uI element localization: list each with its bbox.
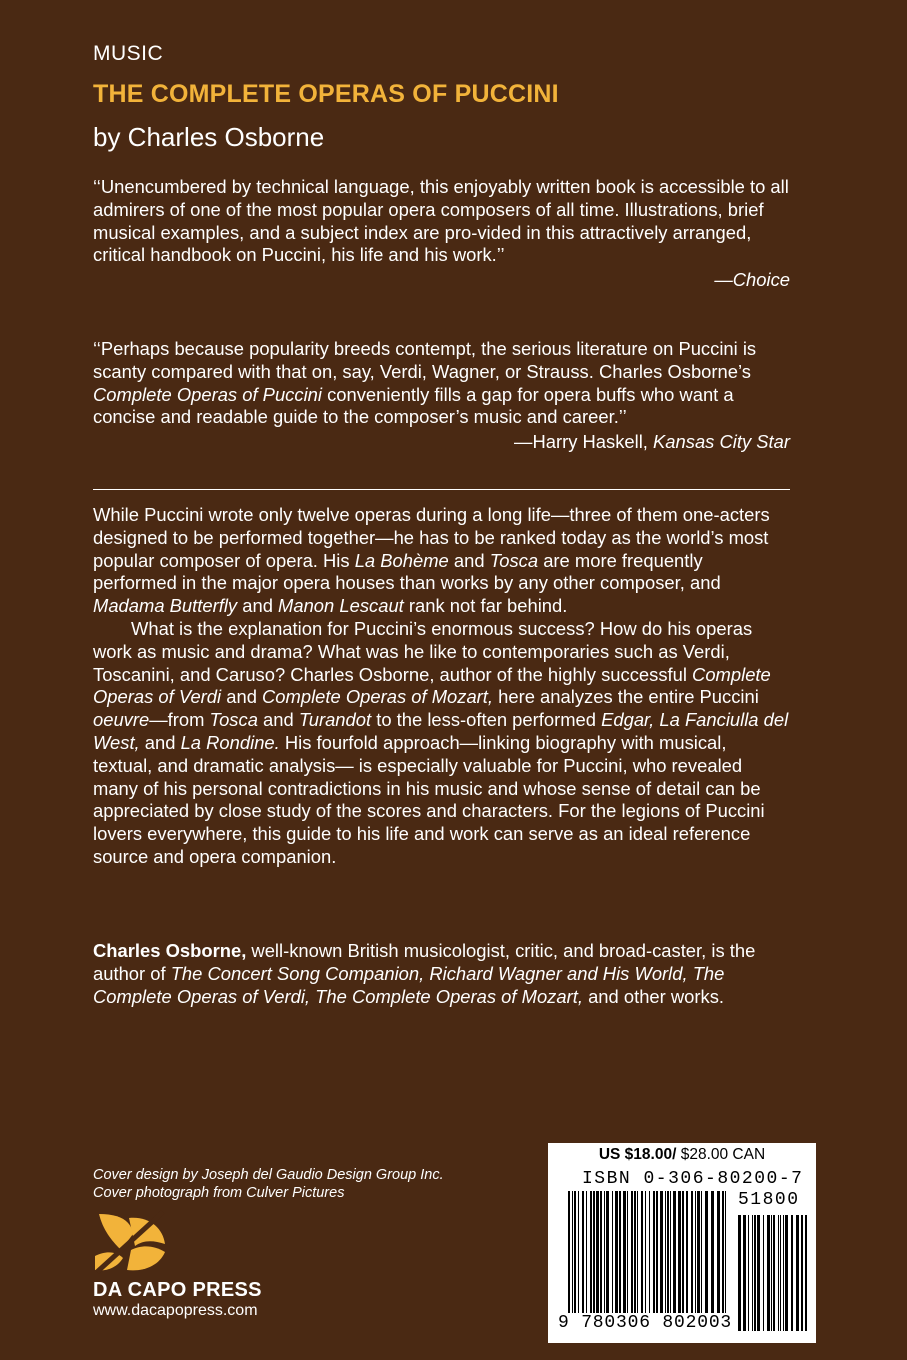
review-quote-choice bbox=[93, 176, 790, 292]
description-paragraph-2: What is the explanation for Puccini’s enormous success? How do his operas work as music and drama? What was he like to contemporaries such as Verdi, Toscanini, and Caruso? Charles Osborne, author of the highly successful Complete Operas of Verdi and Complete Operas of Mozart, here analyzes the entire Puccini oeuvre—from Tosca and Turandot to the less-often performed Edgar, La Fanciulla del West, and La Rondine. His fourfold approach—linking biography with musical, textual, and dramatic analysis— is especially valuable for Puccini, who revealed many of his personal contradictions in his music and whose sense of detail can be appreciated by close study of the scores and characters. For the legions of Puccini lovers everywhere, this guide to his life and work can serve as an ideal reference source and opera companion. bbox=[93, 617, 789, 867]
quote-attribution: —Harry Haskell, Kansas City Star bbox=[514, 431, 790, 453]
price-label: US $18.00/ $28.00 CAN bbox=[598, 1146, 766, 1163]
cover-photo-credit: Cover photograph from Culver Pictures bbox=[93, 1185, 345, 1201]
isbn-number: ISBN 0-306-80200-7 bbox=[582, 1169, 804, 1189]
book-description bbox=[93, 504, 790, 869]
quote-attribution: —Choice bbox=[714, 269, 790, 291]
description-paragraph-1: While Puccini wrote only twelve operas during a long life—three of them one-acters designed to be performed together—he has to be ranked today as the world’s most popular composer of opera. His La Bohème and Tosca are more frequently performed in the major opera houses than works by any other composer, and Madama Butterfly and Manon Lescaut rank not far behind. bbox=[93, 504, 770, 617]
review-quote-haskell bbox=[93, 338, 790, 454]
quote-text: ‘‘Unencumbered by technical language, this enjoyably written book is accessible to all admirers of one of the most popular opera composers of all time. Illustrations, brief musical examples, and a subject index are pro-vided in this attractively arranged, critical handbook on Puccini, his life and his work.’’ bbox=[93, 176, 789, 266]
publisher-name: DA CAPO PRESS bbox=[93, 1279, 262, 1301]
quote-text: ‘‘Perhaps because popularity breeds contempt, the serious literature on Puccini is scanty compared with that on, say, Verdi, Wagner, or Strauss. Charles Osborne’s Complete Operas of Puccini conveniently fills a gap for opera buffs who want a concise and readable guide to the composer’s music and career.’’ bbox=[93, 338, 757, 428]
price-addon-number: 51800 bbox=[738, 1190, 800, 1210]
divider-rule bbox=[93, 489, 790, 490]
publisher-url: www.dacapopress.com bbox=[93, 1302, 258, 1319]
barcode-digits: 9 780306 802003 bbox=[558, 1313, 733, 1333]
cover-credits bbox=[93, 1166, 444, 1202]
book-author: by Charles Osborne bbox=[93, 122, 325, 152]
category-label: MUSIC bbox=[93, 42, 164, 65]
author-bio: Charles Osborne, well-known British musicologist, critic, and broad-caster, is the author of The Concert Song Companion, Richard Wagner and His World, The Complete Operas of Verdi, The Complete Operas of Mozart, and other works. bbox=[93, 940, 756, 1007]
book-title: THE COMPLETE OPERAS OF PUCCINI bbox=[93, 80, 559, 108]
barcode-panel bbox=[548, 1143, 816, 1343]
da-capo-logo-icon bbox=[93, 1210, 169, 1274]
cover-design-credit: Cover design by Joseph del Gaudio Design Group Inc. bbox=[93, 1167, 444, 1183]
